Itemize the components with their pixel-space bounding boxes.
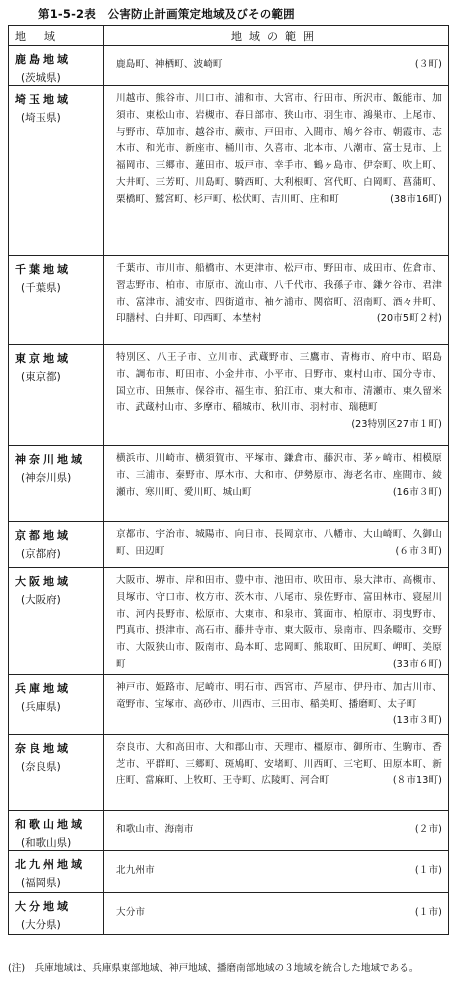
table-row	[9, 810, 449, 850]
table-row	[9, 892, 449, 934]
region-name: 千葉地域	[15, 263, 71, 276]
prefecture-name: (和歌山県)	[21, 836, 72, 849]
area-text: 川越市、熊谷市、川口市、浦和市、大宮市、行田市、所沢市、飯能市、加須市、東松山市、岩槻市、春日部市、狭山市、羽生市、鴻巣市、上尾市、与野市、草加市、越谷市、蕨市、戸田市、入間市、鳩ケ谷市、朝霞市、志木市、和光市、新座市、桶川市、久喜市、北本市、八潮市、富士見市、上福岡市、三郷市、蓮田市、坂戸市、幸手市、鶴ヶ島市、伊奈町、吹上町、大井町、三芳町、川島町、騎西町、大利根町、宮代町、白岡町、菖蒲町、栗橋町、鷲宮町、杉戸町、松伏町、吉川町、庄和町	[116, 93, 442, 205]
prefecture-name: (大分県)	[21, 918, 61, 931]
area-count: (２市)	[414, 823, 442, 835]
table-row	[9, 345, 449, 446]
area-count: (33市６町)	[392, 658, 442, 670]
area-text: 特別区、八王子市、立川市、武蔵野市、三鷹市、青梅市、府中市、昭島市、調布市、町田市、小金井市、小平市、日野市、東村山市、国分寺市、国立市、田無市、保谷市、福生市、狛江市、東大和市、清瀬市、東久留米市、武蔵村山市、多摩市、稲城市、秋川市、羽村市、瑞穂町	[116, 352, 442, 414]
prefecture-name: (東京都)	[21, 371, 61, 383]
area-text: 北九州市	[116, 864, 155, 876]
area-list	[116, 350, 442, 431]
area-count: (38市16町)	[390, 193, 442, 205]
prefecture-name: (大阪府)	[21, 594, 61, 606]
area-count: (１市)	[414, 864, 442, 876]
area-text: 奈良市、大和高田市、大和郡山市、天理市、橿原市、御所市、生駒市、香芝市、平群町、三郷町、斑鳩町、安堵町、川西町、三宅町、田原本町、新庄町、當麻町、上牧町、王寺町、広陵町、河合町	[116, 741, 442, 787]
footnote: (注) 兵庫地域は、兵庫県東部地域、神戸地域、播磨南部地域の３地域を統合した地域である。	[8, 963, 419, 974]
prefecture-name: (神奈川県)	[21, 472, 72, 484]
area-count: (16市３町)	[392, 486, 442, 498]
region-name: 和歌山地域	[15, 817, 85, 831]
area-list	[116, 740, 442, 790]
area-count: (23特別区27市１町)	[351, 419, 442, 431]
region-name: 奈良地域	[15, 741, 71, 755]
area-text: 大阪市、堺市、岸和田市、豊中市、池田市、吹田市、泉大津市、高槻市、貝塚市、守口市、枚方市、茨木市、八尾市、泉佐野市、富田林市、寝屋川市、河内長野市、松原市、大東市、和泉市、箕面市、柏原市、羽曳野市、門真市、摂津市、高石市、藤井寺市、東大阪市、泉南市、四条畷市、交野市、大阪狭山市、阪南市、島本町、忠岡町、熊取町、田尻町、岬町、美原町	[116, 575, 442, 670]
area-list	[116, 527, 442, 561]
area-list	[116, 261, 442, 328]
table-row	[9, 850, 449, 892]
area-count: (８市13町)	[392, 775, 442, 787]
region-name: 埼玉地域	[15, 93, 71, 106]
area-text: 神戸市、姫路市、尼崎市、明石市、西宮市、芦屋市、伊丹市、加古川市、竜野市、宝塚市、高砂市、川西市、三田市、稲美町、播磨町、太子町	[116, 681, 442, 710]
area-list	[116, 863, 442, 880]
area-count: (20市5町２村)	[376, 313, 442, 325]
region-name: 大阪地域	[15, 575, 71, 588]
area-list	[116, 680, 442, 727]
area-count: (13市３町)	[392, 715, 442, 727]
area-text: 和歌山市、海南市	[116, 823, 194, 835]
area-text: 横浜市、川崎市、横須賀市、平塚市、鎌倉市、藤沢市、茅ヶ崎市、相模原市、三浦市、秦野市、厚木市、大和市、伊勢原市、海老名市、座間市、綾瀬市、寒川町、愛川町、城山町	[116, 453, 442, 498]
region-name: 鹿島地域	[15, 53, 71, 66]
region-name: 神奈川地域	[15, 453, 85, 466]
table-row	[9, 522, 449, 568]
prefecture-name: (千葉県)	[21, 282, 61, 294]
region-name: 北九州地域	[15, 857, 85, 871]
table-row	[9, 256, 449, 345]
prefecture-name: (奈良県)	[21, 760, 61, 773]
area-count: (６市３町)	[395, 545, 442, 557]
area-list	[116, 822, 442, 839]
area-list	[116, 573, 442, 674]
region-name: 兵庫地域	[15, 681, 71, 695]
header-region: 地域	[9, 26, 104, 46]
table-row	[9, 86, 449, 256]
table-title: 第1-5-2表 公害防止計画策定地域及びその範囲	[38, 7, 295, 21]
prefecture-name: (兵庫県)	[21, 700, 61, 713]
area-text: 鹿島町、神栖町、波崎町	[116, 59, 223, 71]
area-text: 京都市、宇治市、城陽市、向日市、長岡京市、八幡市、大山崎町、久御山町、田辺町	[116, 529, 442, 557]
table-row	[9, 568, 449, 675]
table-row	[9, 46, 449, 86]
table-row	[9, 674, 449, 734]
region-name: 東京地域	[15, 352, 71, 365]
prefecture-name: (茨城県)	[21, 72, 61, 84]
area-list	[116, 57, 442, 74]
header-area: 地域の範囲	[104, 26, 449, 46]
area-text: 千葉市、市川市、船橋市、木更津市、松戸市、野田市、成田市、佐倉市、習志野市、柏市、市原市、流山市、八千代市、我孫子市、鎌ケ谷市、君津市、富津市、浦安市、四街道市、袖ケ浦市、関宿町、沼南町、酒々井町、印膳村、白井町、印西町、本埜村	[116, 263, 442, 325]
area-count: (３町)	[414, 59, 442, 71]
region-name: 京都地域	[15, 529, 71, 542]
area-list	[116, 451, 442, 501]
region-name: 大分地域	[15, 899, 71, 913]
header-row	[9, 26, 449, 46]
table-row	[9, 734, 449, 810]
prefecture-name: (京都府)	[21, 548, 61, 560]
area-list	[116, 91, 442, 209]
table-row	[9, 446, 449, 522]
prefecture-name: (福岡県)	[21, 876, 61, 889]
area-text: 大分市	[116, 906, 146, 918]
area-list	[116, 905, 442, 922]
area-count: (１市)	[414, 906, 442, 918]
prefecture-name: (埼玉県)	[21, 112, 61, 124]
designated-areas-table	[8, 25, 449, 935]
